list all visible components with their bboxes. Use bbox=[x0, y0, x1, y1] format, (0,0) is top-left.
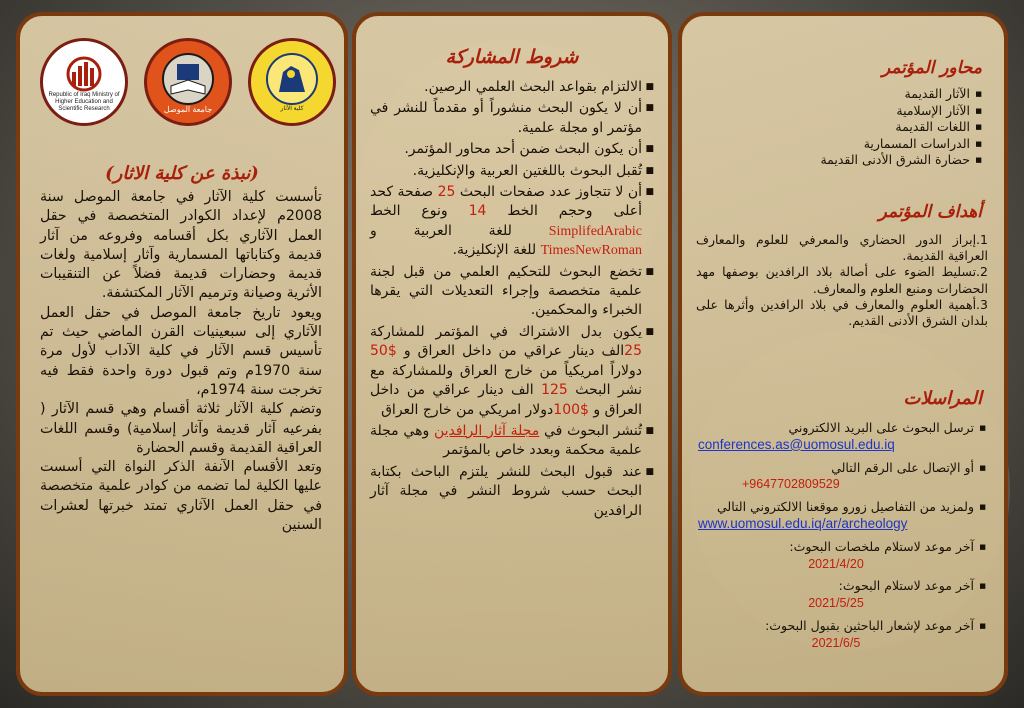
archaeology-college-logo bbox=[248, 38, 336, 126]
condition-item: ■ أن لا يكون البحث منشوراً أو مقدماً للنشر في مؤتمر او مجلة علمية. bbox=[370, 99, 654, 138]
condition-item bbox=[370, 422, 654, 461]
english-font: TimesNewRoman bbox=[540, 243, 642, 259]
fee-value: 125 bbox=[541, 382, 568, 399]
conditions-list bbox=[370, 78, 654, 523]
axes-list bbox=[702, 86, 982, 169]
goal-item: 3.أهمية العلوم والمعارف في بلاد الرافدين وأثرها على بلدان الشرق الأدنى القديم. bbox=[696, 296, 988, 329]
condition-text: دولاراً امريكياً من خارج العراق وللمشاركة مع نشر البحث bbox=[370, 362, 643, 399]
condition-item bbox=[370, 323, 654, 420]
correspondence-title: المراسلات bbox=[903, 388, 982, 409]
website-item bbox=[698, 499, 986, 533]
deadline-item bbox=[698, 539, 986, 573]
correspondence-list bbox=[698, 420, 986, 658]
goal-item: 1.إبراز الدور الحضاري والمعرفي للعلوم والمعارف العراقية القديمة. bbox=[696, 232, 988, 264]
condition-text: أن لا تتجاوز عدد صفحات البحث bbox=[459, 184, 643, 201]
deadline-item bbox=[698, 578, 986, 612]
abstract-deadline: 2021/4/20 bbox=[808, 556, 864, 571]
condition-text: للغة العربية و bbox=[370, 222, 512, 239]
conditions-title: شروط المشاركة bbox=[445, 46, 579, 68]
goals-title: أهداف المؤتمر bbox=[878, 202, 982, 222]
papers-deadline: 2021/5/25 bbox=[808, 596, 864, 611]
about-title: (نبذة عن كلية الاثار) bbox=[105, 163, 259, 184]
condition-text: يكون بدل الاشتراك في المؤتمر للمشاركة bbox=[370, 323, 642, 340]
condition-text: للغة الإنكليزية. bbox=[452, 242, 537, 259]
conference-info-panel bbox=[678, 12, 1008, 696]
email-label: ترسل البحوث على البريد الالكتروني bbox=[788, 420, 974, 435]
lamassu-emblem-icon bbox=[265, 52, 319, 106]
about-body bbox=[40, 188, 322, 535]
axes-title: محاور المؤتمر bbox=[881, 58, 982, 78]
axis-item: ■ الآثار الإسلامية bbox=[702, 103, 982, 120]
about-paragraph: وتعد الأقسام الآنفة الذكر النواة التي أسست عليها الكلية لما تضمه من كوادر علمية متخصصة في حقل العمل الآثاري تمتد خبرتها لعشرات السنين bbox=[40, 459, 322, 534]
condition-item: ■ عند قبول البحث للنشر يلتزم الباحث بكتابة البحث حسب شروط النشر في مجلة آثار الرافدين bbox=[370, 463, 654, 521]
deadline-label: آخر موعد لاستلام ملخصات البحوث: bbox=[789, 538, 974, 554]
phone-label: أو الإتصال على الرقم التالي bbox=[831, 459, 974, 475]
axis-item: ■ الدراسات المسمارية bbox=[702, 136, 982, 153]
notify-deadline: 2021/6/5 bbox=[811, 635, 861, 650]
axis-item: ■ اللغات القديمة bbox=[702, 119, 982, 136]
phone-item bbox=[698, 460, 986, 494]
ministry-caption: Republic of Iraq Ministry of Higher Education and Scientific Research bbox=[48, 91, 120, 112]
website-link[interactable]: www.uomosul.edu.iq/ar/archeology bbox=[698, 515, 908, 531]
ministry-logo bbox=[40, 38, 128, 126]
email-item bbox=[698, 420, 986, 454]
page-count: 25 bbox=[437, 184, 456, 201]
email-link[interactable]: conferences.as@uomosul.edu.iq bbox=[698, 436, 895, 452]
college-caption: كلية الآثار bbox=[280, 105, 304, 112]
fee-value: $100 bbox=[553, 401, 589, 418]
journal-name: مجلة آثار الرافدين bbox=[433, 422, 540, 439]
condition-text: صفحة كحد أعلى وحجم الخط bbox=[370, 184, 643, 220]
about-paragraph: ويعود تاريخ جامعة الموصل في حقل العمل الآثاري إلى سبعينيات القرن الماضي حيث تم تأسيس قسم الآثار في كلية الآداب لأول مرة سنة 1970م وتم قبول دورة واحدة فقط فيه تخرجت سنة 1974م، bbox=[40, 304, 322, 398]
ministry-emblem-icon bbox=[58, 52, 110, 92]
logo-row bbox=[40, 38, 340, 130]
condition-text: ونوع الخط bbox=[370, 203, 448, 220]
condition-item: ■ الالتزام بقواعد البحث العلمي الرصين. bbox=[370, 78, 654, 97]
condition-text: الف دينار عراقي من داخل العراق و bbox=[370, 382, 642, 418]
arabic-font: SimplifedArabic bbox=[548, 223, 642, 239]
condition-text: الف دينار عراقي من داخل العراق و bbox=[403, 343, 625, 360]
condition-item: ■ تُقبل البحوث باللغتين العربية والإنكليزية. bbox=[370, 162, 654, 181]
condition-text: دولار امريكي من خارج العراق bbox=[381, 401, 554, 418]
condition-item: ■ أن يكون البحث ضمن أحد محاور المؤتمر. bbox=[370, 140, 654, 159]
fee-value: $50 bbox=[370, 343, 397, 360]
deadline-label: آخر موعد لإشعار الباحثين بقبول البحوث: bbox=[765, 617, 974, 633]
about-paragraph: وتضم كلية الآثار ثلاثة أقسام وهي قسم الآثار ( بفرعيه آثار قديمة وآثار إسلامية) وقسم اللغات العراقية القديمة وقسم الحضارة bbox=[40, 401, 322, 456]
about-panel bbox=[16, 12, 348, 696]
mosul-university-logo bbox=[144, 38, 232, 126]
book-emblem-icon bbox=[161, 52, 215, 106]
fee-value: 25 bbox=[624, 343, 642, 360]
about-paragraph: تأسست كلية الآثار في جامعة الموصل سنة 2008م لإعداد الكوادر المتخصصة في حقل العمل الآثاري بكل أقسامه وفروعه من آثار قديمة وكتاباتها المسمارية وآثار إسلامية ولغات قديمة وحضارات قديمة فضلاً عن التنقيبات الأثرية وصيانة وترميم الآثار المكتشفة. bbox=[40, 189, 322, 302]
goals-list bbox=[696, 232, 988, 329]
phone-number[interactable]: +9647702809529 bbox=[742, 477, 840, 492]
condition-item bbox=[370, 183, 654, 261]
condition-text: وهي مجلة علمية محكمة وبعدد خاص بالمؤتمر bbox=[370, 422, 642, 459]
mosul-caption: جامعة الموصل bbox=[163, 104, 213, 114]
website-label: ولمزيد من التفاصيل زورو موقعنا الالكتروني التالي bbox=[717, 499, 974, 515]
font-size: 14 bbox=[468, 203, 487, 220]
deadline-item bbox=[698, 618, 986, 652]
deadline-label: آخر موعد لاستلام البحوث: bbox=[838, 578, 974, 594]
condition-item: ■ تخضع البحوث للتحكيم العلمي من قبل لجنة علمية متخصصة وإجراء التعديلات التي يقرها الخبراء والمحكمين. bbox=[370, 263, 654, 321]
axis-item: ■ الآثار القديمة bbox=[702, 86, 982, 103]
axis-item: ■ حضارة الشرق الأدنى القديمة bbox=[702, 152, 982, 169]
condition-text: تُنشر البحوث في bbox=[544, 422, 642, 439]
goal-item: 2.تسليط الضوء على أصالة بلاد الرافدين بوصفها مهد الحضارات ومنبع العلوم والمعارف. bbox=[696, 264, 988, 296]
conditions-panel bbox=[352, 12, 672, 696]
